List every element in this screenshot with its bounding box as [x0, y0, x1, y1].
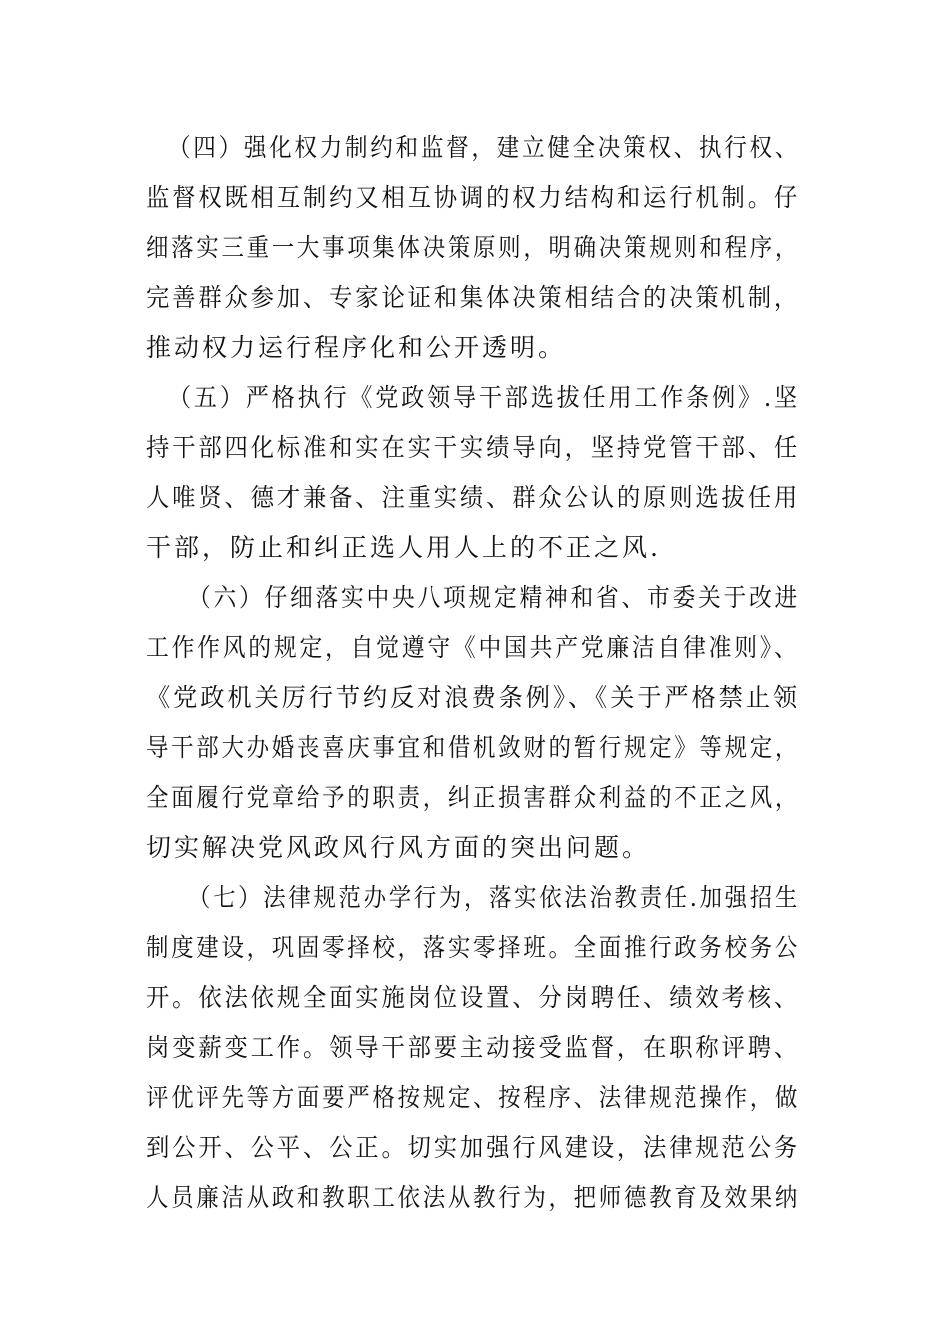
paragraph-6-line-5: 全面履行党章给予的职责，纠正损害群众利益的不正之风，	[146, 783, 801, 812]
paragraph-4-line-4: 完善群众参加、专家论证和集体决策相结合的决策机制，	[146, 283, 801, 312]
paragraph-5-line-2: 持干部四化标准和实在实干实绩导向，坚持党管干部、任	[146, 433, 801, 462]
paragraph-4-line-3: 细落实三重一大事项集体决策原则，明确决策规则和程序，	[146, 233, 801, 262]
paragraph-6-line-3: 《党政机关厉行节约反对浪费条例》、《关于严格禁止领	[146, 683, 801, 712]
paragraph-5-line-3: 人唯贤、德才兼备、注重实绩、群众公认的原则选拔任用	[146, 483, 801, 512]
paragraph-7-line-4: 岗变薪变工作。领导干部要主动接受监督，在职称评聘、	[146, 1033, 801, 1062]
paragraph-6-line-1: （六）仔细落实中央八项规定精神和省、市委关于改进	[188, 583, 801, 612]
paragraph-7-line-6: 到公开、公平、公正。切实加强行风建设，法律规范公务	[146, 1133, 801, 1162]
paragraph-4-line-5: 推动权力运行程序化和公开透明。	[146, 333, 567, 362]
paragraph-4-line-2: 监督权既相互制约又相互协调的权力结构和运行机制。仔	[146, 183, 801, 212]
paragraph-4-line-1: （四）强化权力制约和监督，建立健全决策权、执行权、	[168, 133, 801, 162]
paragraph-5-line-4: 干部，防止和纠正选人用人上的不正之风.	[146, 533, 661, 562]
paragraph-6-line-6: 切实解决党风政风行风方面的突出问题。	[146, 833, 651, 862]
paragraph-7-line-2: 制度建设，巩固零择校，落实零择班。全面推行政务校务公	[146, 933, 801, 962]
paragraph-5-line-1: （五）严格执行《党政领导干部选拔任用工作条例》.坚	[168, 383, 800, 412]
paragraph-7-line-5: 评优评先等方面要严格按规定、按程序、法律规范操作，做	[146, 1083, 801, 1112]
paragraph-6-line-4: 导干部大办婚丧喜庆事宜和借机敛财的暂行规定》等规定，	[146, 733, 801, 762]
paragraph-6-line-2: 工作作风的规定，自觉遵守《中国共产党廉洁自律准则》、	[146, 633, 800, 662]
paragraph-7-line-3: 开。依法依规全面实施岗位设置、分岗聘任、绩效考核、	[146, 983, 801, 1012]
paragraph-7-line-7: 人员廉洁从政和教职工依法从教行为，把师德教育及效果纳	[146, 1183, 801, 1212]
paragraph-7-line-1: （七）法律规范办学行为，落实依法治教责任.加强招生	[188, 883, 800, 912]
